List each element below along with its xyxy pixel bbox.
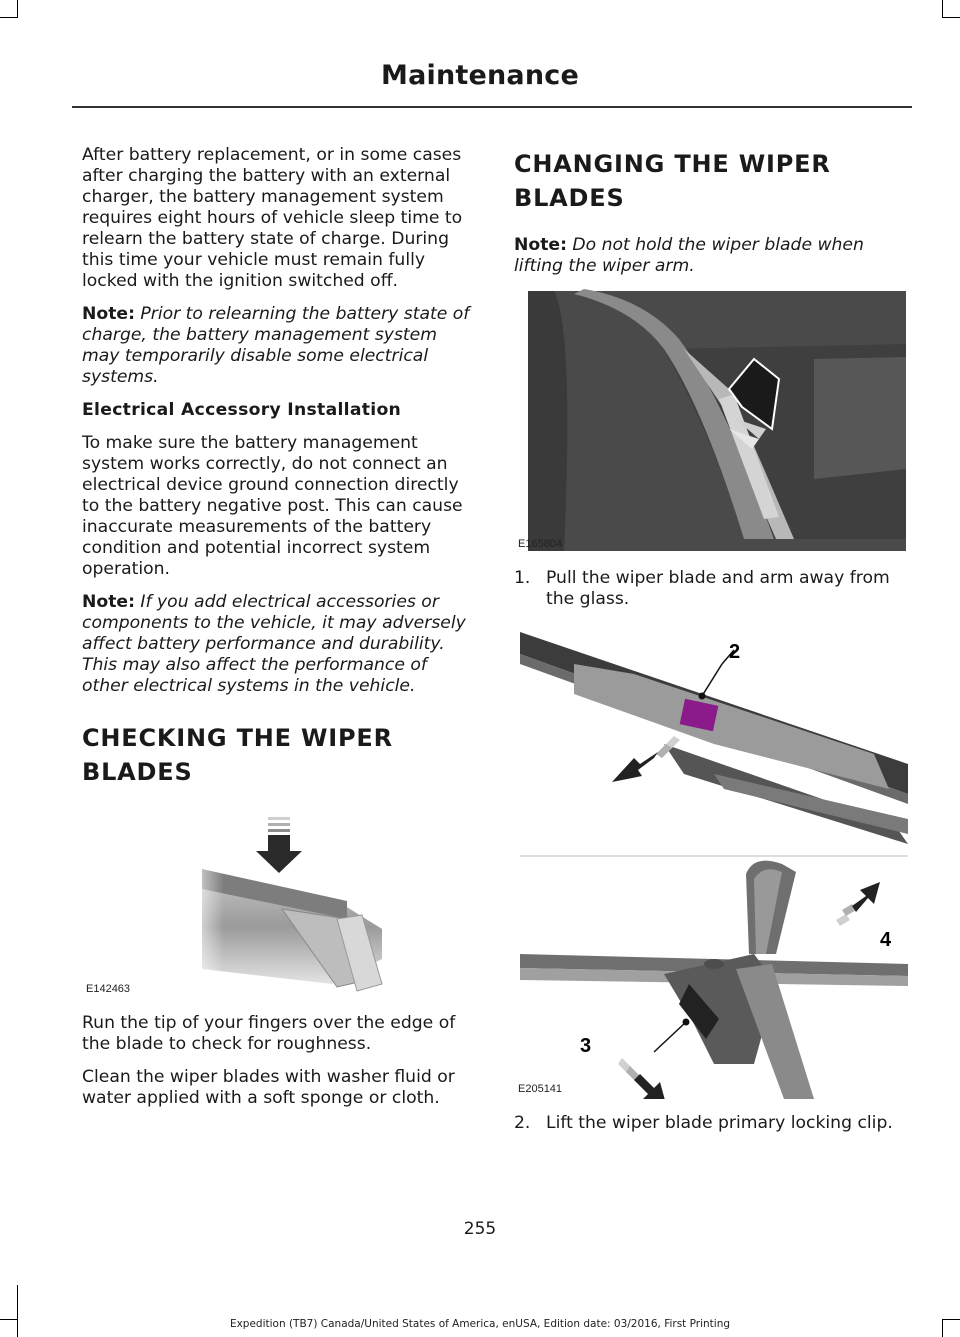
- figure-wiper-clip: [514, 624, 908, 1099]
- callout-2: 2: [729, 641, 741, 663]
- figure-wiper-blade-check: [82, 809, 476, 999]
- note-label: Note:: [82, 592, 135, 612]
- down-right-arrow-icon: [618, 1058, 666, 1099]
- note-text: Do not hold the wiper blade when lifting the wiper arm.: [514, 235, 864, 276]
- step-1: [514, 568, 908, 610]
- paragraph-check-roughness: Run the tip of your fingers over the edge of the blade to check for roughness.: [82, 1013, 456, 1054]
- step-2: [514, 1113, 908, 1134]
- note-text: Prior to relearning the battery state of charge, the battery management system may temporarily disable some electrical systems.: [82, 304, 470, 387]
- paragraph-clean-blades: Clean the wiper blades with washer fluid or water applied with a soft sponge or cloth.: [82, 1067, 455, 1108]
- crop-mark: [17, 0, 18, 18]
- section-title-checking-wiper: CHECKING THE WIPER BLADES: [82, 724, 393, 786]
- crop-mark: [0, 17, 18, 18]
- right-column: [514, 145, 908, 1148]
- footer-edition: Expedition (TB7) Canada/United States of America, enUSA, Edition date: 03/2016, First Printing: [229, 1318, 731, 1330]
- paragraph-battery-management: To make sure the battery management system works correctly, do not connect an electrical device ground connection directly to the battery negative post. This can cause inaccurate measurements of the battery condition and potential incorrect system operation.: [82, 433, 463, 579]
- paragraph-battery-relearn: After battery replacement, or in some cases after charging the battery with an external charger, the battery management system requires eight hours of vehicle sleep time to relearn the battery state of charge. During this time your vehicle must remain fully locked with the ignition switched off.: [82, 145, 463, 291]
- step-number: 1.: [514, 568, 531, 588]
- figure-code: E205141: [518, 1083, 563, 1095]
- crop-mark: [942, 0, 943, 18]
- figure-code: E165804: [518, 538, 563, 550]
- section-title-changing-wiper: CHANGING THE WIPER BLADES: [514, 150, 831, 212]
- note-battery-relearn: [82, 304, 476, 388]
- wiper-clip-illustration: [514, 624, 908, 1099]
- down-left-arrow-icon: [612, 736, 680, 782]
- page-title: Maintenance: [381, 60, 579, 91]
- callout-3: 3: [580, 1035, 592, 1057]
- wiper-arm-illustration: [514, 289, 908, 554]
- wiper-blade-illustration: [82, 809, 476, 999]
- note-electrical-accessories: [82, 592, 476, 697]
- callout-4: 4: [880, 929, 892, 951]
- figure-wiper-arm-lift: [514, 289, 908, 554]
- note-label: Note:: [514, 235, 567, 255]
- figure-code: E142463: [86, 983, 131, 995]
- left-column: [82, 145, 476, 1121]
- note-label: Note:: [82, 304, 135, 324]
- subheading-electrical-accessory: Electrical Accessory Installation: [82, 400, 402, 420]
- note-wiper-arm: [514, 235, 908, 277]
- step-number: 2.: [514, 1113, 531, 1133]
- up-right-arrow-icon: [836, 882, 880, 926]
- step-text: Pull the wiper blade and arm away from the glass.: [546, 568, 890, 609]
- crop-mark: [942, 17, 960, 18]
- page-number: 255: [463, 1219, 497, 1239]
- note-text: If you add electrical accessories or components to the vehicle, it may adversely affect battery performance and durability. This may also affect the performance of other electrical systems in the vehicle.: [82, 592, 466, 696]
- header-rule: [72, 106, 912, 108]
- step-text: Lift the wiper blade primary locking clip.: [546, 1113, 893, 1133]
